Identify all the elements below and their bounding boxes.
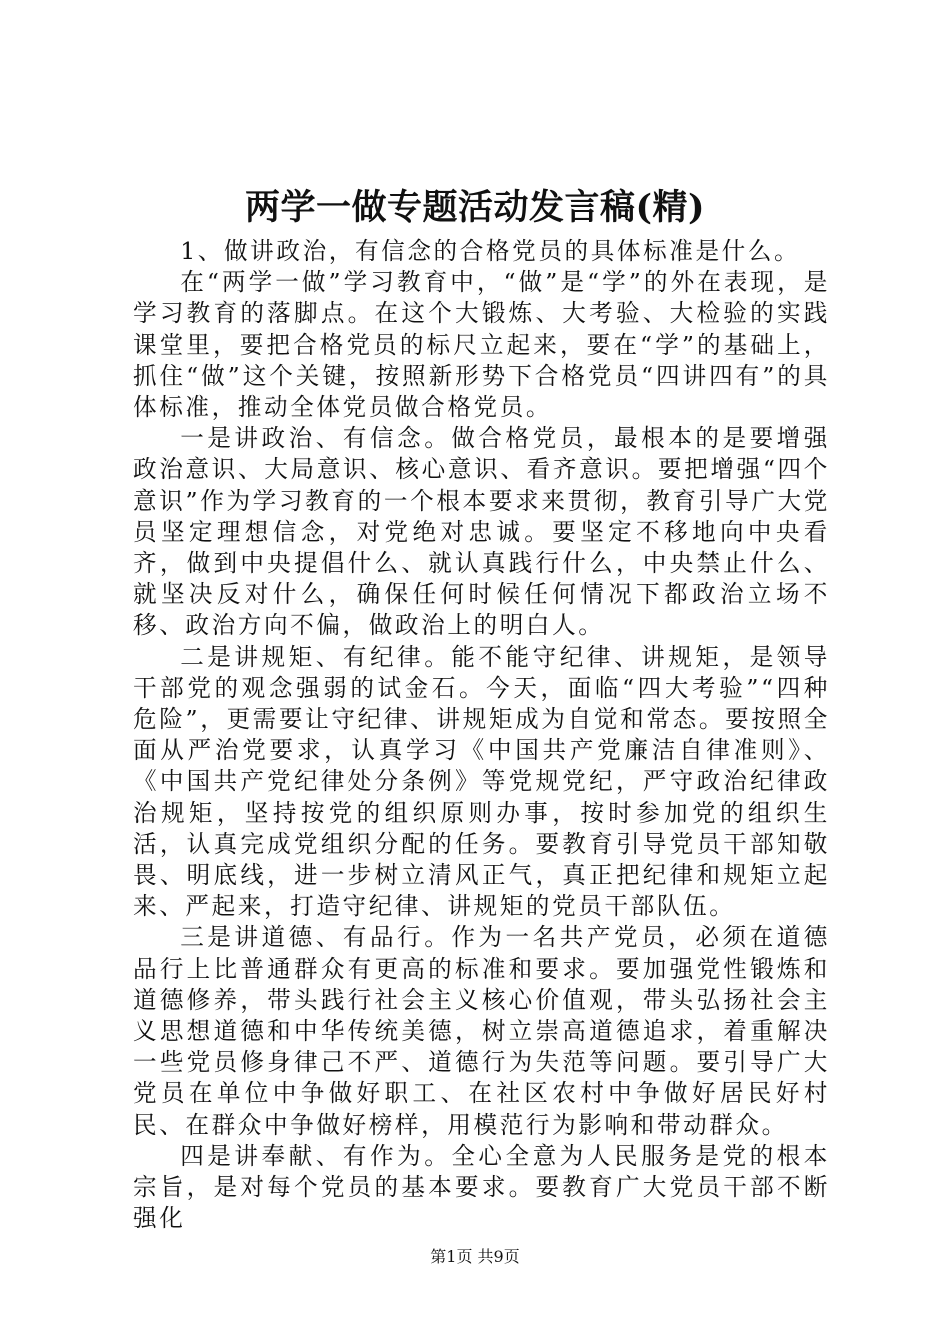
paragraph-dedication: 四是讲奉献、有作为。全心全意为人民服务是党的根本宗旨，是对每个党员的基本要求。要教育广大党员干部不断强化 — [133, 1141, 830, 1233]
paragraph-intro: 在“两学一做”学习教育中，“做”是“学”的外在表现，是学习教育的落脚点。在这个大锻炼、大考验、大检验的实践课堂里，要把合格党员的标尺立起来，要在“学”的基础上，抓住“做”这个关键，按照新形势下合格党员“四讲四有”的具体标准，推动全体党员做合格党员。 — [133, 268, 830, 422]
paragraph-politics: 一是讲政治、有信念。做合格党员，最根本的是要增强政治意识、大局意识、核心意识、看齐意识。要把增强“四个意识”作为学习教育的一个根本要求来贯彻，教育引导广大党员坚定理想信念，对党绝对忠诚。要坚定不移地向中央看齐，做到中央提倡什么、就认真践行什么，中央禁止什么、就坚决反对什么，确保任何时候任何情况下都政治立场不移、政治方向不偏，做政治上的明白人。 — [133, 424, 830, 640]
page-number: 第1页 共9页 — [430, 1247, 520, 1266]
paragraph-discipline: 二是讲规矩、有纪律。能不能守纪律、讲规矩，是领导干部党的观念强弱的试金石。今天，面临“四大考验”“四种危险”，更需要让守纪律、讲规矩成为自觉和常态。要按照全面从严治党要求，认真学习《中国共产党廉洁自律准则》、《中国共产党纪律处分条例》等党规党纪，严守政治纪律政治规矩，坚持按党的组织原则办事，按时参加党的组织生活，认真完成党组织分配的任务。要教育引导党员干部知敬畏、明底线，进一步树立清风正气，真正把纪律和规矩立起来、严起来，打造守纪律、讲规矩的党员干部队伍。 — [133, 642, 830, 921]
document-title: 两学一做专题活动发言稿(精) — [244, 187, 706, 228]
document-body — [133, 236, 830, 1235]
paragraph-question: 1、做讲政治，有信念的合格党员的具体标准是什么。 — [180, 237, 801, 265]
paragraph-morality: 三是讲道德、有品行。作为一名共产党员，必须在道德品行上比普通群众有更高的标准和要求。要加强党性锻炼和道德修养，带头践行社会主义核心价值观，带头弘扬社会主义思想道德和中华传统美德，树立崇高道德追求，着重解决一些党员修身律己不严、道德行为失范等问题。要引导广大党员在单位中争做好职工、在社区农村中争做好居民好村民、在群众中争做好榜样，用模范行为影响和带动群众。 — [133, 923, 830, 1139]
